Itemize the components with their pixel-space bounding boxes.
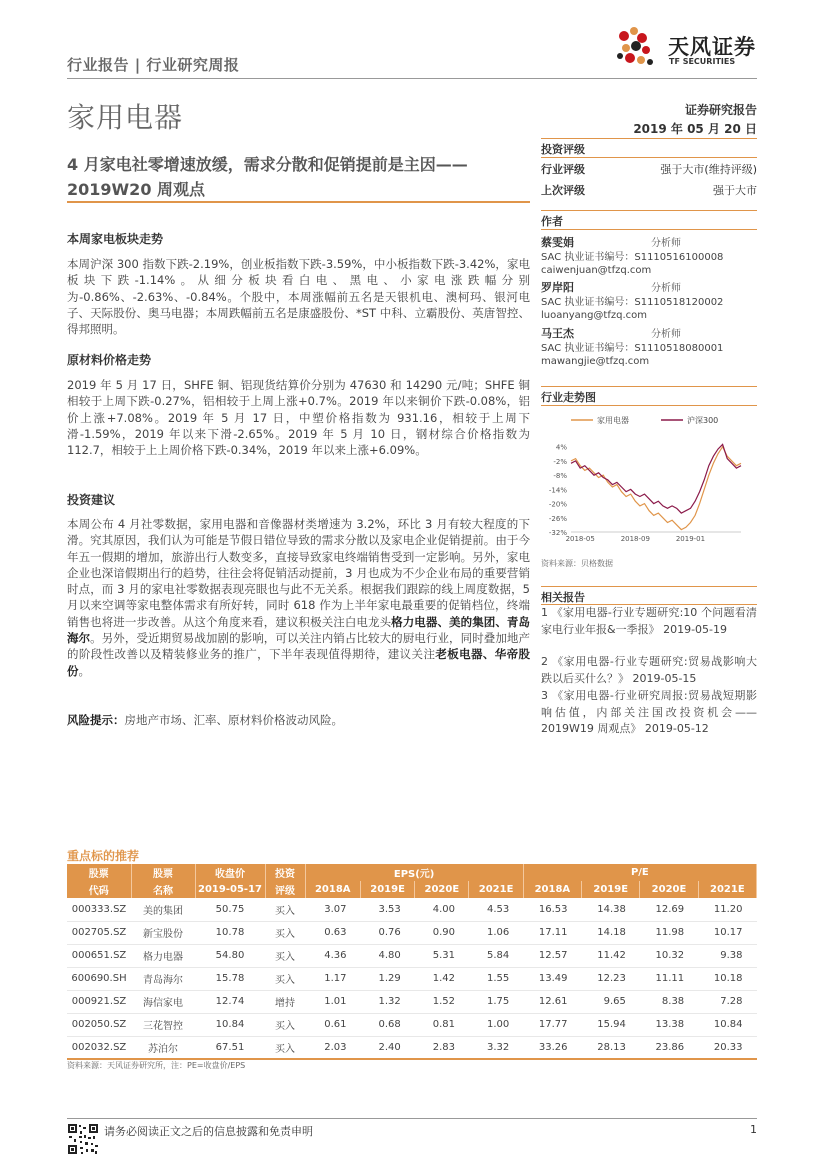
report-date: 2019 年 05 月 20 日 bbox=[633, 122, 757, 136]
sidebar-divider bbox=[541, 386, 757, 387]
table-header: 股票 bbox=[131, 864, 195, 881]
rating-value: 强于大市 bbox=[713, 184, 757, 197]
author-name: 蔡雯娟 bbox=[541, 236, 574, 249]
table-cell: 12.57 bbox=[523, 944, 581, 967]
table-cell: 12.23 bbox=[582, 967, 640, 990]
table-cell: 10.18 bbox=[698, 967, 756, 990]
author-role: 分析师 bbox=[651, 283, 681, 294]
table-cell: 买入 bbox=[265, 1036, 305, 1059]
stock-table-heading: 重点标的推荐 bbox=[67, 849, 140, 863]
table-cell: 11.11 bbox=[640, 967, 698, 990]
author-email[interactable]: mawangjie@tfzq.com bbox=[541, 356, 650, 367]
table-row bbox=[67, 990, 757, 1013]
author-name: 马王杰 bbox=[541, 327, 574, 340]
table-cell: 增持 bbox=[265, 990, 305, 1013]
rating-heading: 投资评级 bbox=[541, 143, 585, 156]
table-cell: 3.32 bbox=[469, 1036, 523, 1059]
table-cell: 2.03 bbox=[305, 1036, 360, 1059]
table-cell: 10.17 bbox=[698, 921, 756, 944]
x-tick-label: 2018-09 bbox=[620, 535, 650, 542]
table-cell: 1.00 bbox=[469, 1013, 523, 1036]
table-cell: 0.76 bbox=[360, 921, 414, 944]
sector-title: 家用电器 bbox=[67, 101, 184, 134]
page-number: 1 bbox=[750, 1123, 757, 1136]
table-cell: 1.01 bbox=[305, 990, 360, 1013]
invest-text-part3: 。 bbox=[78, 663, 90, 678]
table-cell: 14.18 bbox=[582, 921, 640, 944]
x-tick-label: 2018-05 bbox=[565, 535, 595, 542]
table-header: 名称 bbox=[131, 881, 195, 898]
footer-divider bbox=[67, 1118, 757, 1119]
table-cell: 33.26 bbox=[523, 1036, 581, 1059]
invest-picks-kitchen: 老板电器、华帝股份 bbox=[67, 647, 530, 678]
sidebar-divider bbox=[541, 138, 757, 139]
y-tick-label: -26% bbox=[548, 514, 567, 523]
sidebar-divider bbox=[541, 405, 757, 406]
table-cell: 14.38 bbox=[582, 898, 640, 921]
invest-text bbox=[67, 516, 530, 679]
report-label: 证券研究报告 bbox=[684, 103, 757, 117]
table-row bbox=[67, 944, 757, 967]
table-cell: 0.63 bbox=[305, 921, 360, 944]
y-tick-label: -14% bbox=[548, 486, 567, 495]
trend-chart bbox=[541, 410, 757, 542]
table-cell: 美的集团 bbox=[131, 898, 195, 921]
material-text: 2019 年 5 月 17 日，SHFE 铜、铝现货结算价分别为 47630 和 14290 元/吨；SHFE 铜相较于上周下跌-0.27%，铝相较于上周上涨+0.7%。2019 年以来铜价下跌-0.08%，铝价上涨+7.08%。2019 年 5 月 17 日，中塑价格指数为 931.16，相较于上周下滑-1.59%，2019 年以来下滑-2.65%。2019 年 5 月 10 日，钢材综合价格指数为 112.7，相较于上上周价格下跌-0.34%，2019 年以来上涨+6.09%。 bbox=[67, 378, 530, 458]
table-cell: 23.86 bbox=[640, 1036, 698, 1059]
table-cell: 000333.SZ bbox=[67, 898, 131, 921]
table-cell: 4.53 bbox=[469, 898, 523, 921]
board-text: 本周沪深 300 指数下跌-2.19%，创业板指数下跌-3.59%，中小板指数下跌-3.42%，家电板块下跌-1.14%。从细分板块看白电、黑电、小家电涨跌幅分别为-0.86%、-2.63%、-0.84%。个股中，本周涨幅前五名是天银机电、澳柯玛、银河电子、天际股份、奥马电器；本周跌幅前五名是康盛股份、*ST 中科、立霸股份、英唐智控、得邦照明。 bbox=[67, 257, 530, 337]
sidebar-divider bbox=[541, 586, 757, 587]
table-cell: 002705.SZ bbox=[67, 921, 131, 944]
table-cell: 600690.SH bbox=[67, 967, 131, 990]
qr-code-icon[interactable] bbox=[67, 1123, 99, 1155]
table-cell: 4.00 bbox=[415, 898, 469, 921]
y-axis-ticks bbox=[549, 444, 567, 537]
report-title: 4 月家电社零增速放缓，需求分散和促销提前是主因——2019W20 周观点 bbox=[67, 155, 468, 199]
related-report-2[interactable]: 2 《家用电器-行业专题研究:贸易战影响大跌以后买什么？》 2019-05-15 bbox=[541, 655, 757, 685]
table-cell: 1.42 bbox=[415, 967, 469, 990]
author-name: 罗岸阳 bbox=[541, 281, 574, 294]
table-header-row bbox=[67, 881, 757, 898]
related-report-3[interactable]: 3 《家用电器-行业研究周报:贸易战短期影响估值，内部关注国改投资机会——2019W19 周观点》 2019-05-12 bbox=[541, 689, 757, 735]
table-cell: 50.75 bbox=[195, 898, 265, 921]
footer-disclaimer[interactable]: 请务必阅读正文之后的信息披露和免责申明 bbox=[104, 1125, 313, 1138]
table-row bbox=[67, 898, 757, 921]
series-line-appliance bbox=[571, 447, 741, 530]
rating-row-previous bbox=[541, 182, 757, 198]
board-heading: 本周家电板块走势 bbox=[67, 232, 164, 246]
rating-label: 行业评级 bbox=[541, 163, 585, 176]
rating-value: 强于大市(维持评级) bbox=[660, 163, 757, 176]
table-header: P/E bbox=[523, 864, 756, 881]
x-tick-label: 2019-01 bbox=[675, 535, 706, 542]
sidebar-divider bbox=[541, 229, 757, 230]
table-header: 2021E bbox=[469, 881, 523, 898]
authors-heading: 作者 bbox=[541, 215, 563, 228]
y-tick-label: -32% bbox=[548, 529, 567, 537]
table-cell: 17.77 bbox=[523, 1013, 581, 1036]
table-cell: 海信家电 bbox=[131, 990, 195, 1013]
table-cell: 买入 bbox=[265, 921, 305, 944]
table-row bbox=[67, 1036, 757, 1059]
table-header: 收盘价 bbox=[195, 864, 265, 881]
table-cell: 002050.SZ bbox=[67, 1013, 131, 1036]
table-cell: 买入 bbox=[265, 967, 305, 990]
rating-label: 上次评级 bbox=[541, 184, 585, 197]
table-header: 2019E bbox=[360, 881, 414, 898]
risk-line bbox=[67, 712, 530, 728]
table-note: 资料来源：天风证券研究所，注：PE=收盘价/EPS bbox=[67, 1061, 246, 1070]
table-cell: 12.61 bbox=[523, 990, 581, 1013]
table-cell: 002032.SZ bbox=[67, 1036, 131, 1059]
invest-text-part1: 本周公布 4 月社零数据，家用电器和音像器材类增速为 3.2%，环比 3 月有较大程度的下滑。究其原因，我们认为可能是节假日错位导致的需求分散以及家电企业促销提前。由于今年五一假期的增加，旅游出行人数变多，直接导致家电终端销售受到一定影响。另外，家电企业也深谙假期出行的趋势，往往会将促销活动提前，3 月也成为不少企业布局的重要营销时点，而 3 月的家电社零数据表现亮眼也与此不无关系。根据我们跟踪的线上周度数据，5 月以来空调等家电整体需求有所好转，同时 618 作为上半年家电最重要的促销档位，终端销售也将进一步改善。从这个角度来看，建议积极关注白电龙头 bbox=[67, 517, 530, 629]
risk-label: 风险提示： bbox=[67, 713, 125, 727]
trend-heading: 行业走势图 bbox=[541, 391, 596, 404]
table-header: 2019E bbox=[582, 881, 640, 898]
table-cell: 3.53 bbox=[360, 898, 414, 921]
author-entry bbox=[541, 236, 757, 278]
table-cell: 1.75 bbox=[469, 990, 523, 1013]
table-cell: 1.29 bbox=[360, 967, 414, 990]
table-cell: 000651.SZ bbox=[67, 944, 131, 967]
table-cell: 2.83 bbox=[415, 1036, 469, 1059]
sidebar-divider bbox=[541, 157, 757, 158]
author-email[interactable]: luoanyang@tfzq.com bbox=[541, 310, 648, 321]
table-cell: 15.78 bbox=[195, 967, 265, 990]
table-cell: 12.74 bbox=[195, 990, 265, 1013]
table-cell: 苏泊尔 bbox=[131, 1036, 195, 1059]
table-cell: 买入 bbox=[265, 1013, 305, 1036]
table-cell: 3.07 bbox=[305, 898, 360, 921]
table-cell: 20.33 bbox=[698, 1036, 756, 1059]
table-cell: 1.17 bbox=[305, 967, 360, 990]
table-cell: 15.94 bbox=[582, 1013, 640, 1036]
table-cell: 0.68 bbox=[360, 1013, 414, 1036]
author-cert: SAC 执业证书编号：S1110518120002 bbox=[541, 296, 724, 308]
table-header: 评级 bbox=[265, 881, 305, 898]
table-cell: 4.36 bbox=[305, 944, 360, 967]
table-header: 2018A bbox=[523, 881, 581, 898]
x-axis-ticks bbox=[566, 535, 706, 542]
table-header: EPS(元) bbox=[305, 864, 523, 881]
table-cell: 4.80 bbox=[360, 944, 414, 967]
author-cert: SAC 执业证书编号：S1110516100008 bbox=[541, 251, 724, 263]
legend-label-csi300: 沪深300 bbox=[687, 416, 719, 425]
table-cell: 13.49 bbox=[523, 967, 581, 990]
risk-text: 房地产市场、汇率、原材料价格波动风险。 bbox=[124, 713, 343, 727]
table-cell: 1.52 bbox=[415, 990, 469, 1013]
table-cell: 1.55 bbox=[469, 967, 523, 990]
table-cell: 9.38 bbox=[698, 944, 756, 967]
company-name-en: TF SECURITIES bbox=[669, 57, 736, 66]
table-cell: 0.81 bbox=[415, 1013, 469, 1036]
author-email[interactable]: caiwenjuan@tfzq.com bbox=[541, 265, 652, 276]
table-header: 股票 bbox=[67, 864, 131, 881]
y-tick-label: -2% bbox=[553, 457, 567, 466]
table-cell: 买入 bbox=[265, 898, 305, 921]
author-entry bbox=[541, 327, 757, 369]
table-cell: 28.13 bbox=[582, 1036, 640, 1059]
table-cell: 10.78 bbox=[195, 921, 265, 944]
related-heading: 相关报告 bbox=[541, 591, 585, 604]
report-type: 行业报告 | 行业研究周报 bbox=[67, 56, 240, 74]
table-cell: 1.32 bbox=[360, 990, 414, 1013]
table-cell: 2.40 bbox=[360, 1036, 414, 1059]
table-cell: 67.51 bbox=[195, 1036, 265, 1059]
invest-picks-white-goods: 格力电器、美的集团、青岛海尔 bbox=[67, 614, 531, 646]
table-cell: 格力电器 bbox=[131, 944, 195, 967]
author-role: 分析师 bbox=[651, 238, 681, 249]
material-heading: 原材料价格走势 bbox=[67, 353, 152, 367]
series-line-csi300 bbox=[571, 444, 741, 513]
table-header: 代码 bbox=[67, 881, 131, 898]
table-header: 2020E bbox=[640, 881, 698, 898]
author-entry bbox=[541, 281, 757, 323]
title-divider bbox=[67, 201, 530, 203]
table-cell: 1.06 bbox=[469, 921, 523, 944]
stock-table bbox=[67, 864, 757, 1060]
table-header: 2019-05-17 bbox=[195, 881, 265, 898]
y-tick-label: -8% bbox=[553, 472, 567, 481]
table-cell: 11.98 bbox=[640, 921, 698, 944]
table-cell: 5.84 bbox=[469, 944, 523, 967]
table-row bbox=[67, 1013, 757, 1036]
author-role: 分析师 bbox=[651, 329, 681, 340]
company-name-cn: 天风证券 bbox=[668, 35, 756, 59]
table-cell: 17.11 bbox=[523, 921, 581, 944]
table-cell: 新宝股份 bbox=[131, 921, 195, 944]
table-header-row bbox=[67, 864, 757, 881]
table-cell: 10.32 bbox=[640, 944, 698, 967]
table-cell: 5.31 bbox=[415, 944, 469, 967]
table-cell: 000921.SZ bbox=[67, 990, 131, 1013]
table-cell: 7.28 bbox=[698, 990, 756, 1013]
table-header: 2021E bbox=[698, 881, 756, 898]
y-tick-label: -20% bbox=[548, 500, 567, 509]
table-cell: 10.84 bbox=[195, 1013, 265, 1036]
table-cell: 16.53 bbox=[523, 898, 581, 921]
author-cert: SAC 执业证书编号：S1110518080001 bbox=[541, 342, 724, 354]
table-header: 2020E bbox=[415, 881, 469, 898]
table-cell: 0.61 bbox=[305, 1013, 360, 1036]
sidebar-divider bbox=[541, 210, 757, 211]
related-report-1[interactable]: 1 《家用电器-行业专题研究:10 个问题看清家电行业年报&一季报》 2019-05-19 bbox=[541, 606, 757, 636]
table-cell: 10.84 bbox=[698, 1013, 756, 1036]
table-cell: 13.38 bbox=[640, 1013, 698, 1036]
rating-row-industry bbox=[541, 161, 757, 177]
table-header: 投资 bbox=[265, 864, 305, 881]
chart-source: 资料来源：贝格数据 bbox=[541, 559, 613, 568]
rating-block bbox=[541, 161, 757, 198]
table-row bbox=[67, 967, 757, 990]
table-cell: 8.38 bbox=[640, 990, 698, 1013]
invest-text-part2: 。另外，受近期贸易战加剧的影响，可以关注内销占比较大的厨电行业，同时叠加地产的阶段性改善以及精装修业务的推广，下半年表现值得期待，建议关注 bbox=[67, 631, 530, 662]
legend-label-appliance: 家用电器 bbox=[597, 416, 629, 425]
table-cell: 9.65 bbox=[582, 990, 640, 1013]
table-cell: 11.42 bbox=[582, 944, 640, 967]
table-cell: 54.80 bbox=[195, 944, 265, 967]
y-tick-label: 4% bbox=[555, 443, 567, 452]
table-cell: 0.90 bbox=[415, 921, 469, 944]
invest-heading: 投资建议 bbox=[67, 493, 116, 507]
table-header: 2018A bbox=[305, 881, 360, 898]
table-row bbox=[67, 921, 757, 944]
table-cell: 12.69 bbox=[640, 898, 698, 921]
table-cell: 三花智控 bbox=[131, 1013, 195, 1036]
table-cell: 青岛海尔 bbox=[131, 967, 195, 990]
header-divider bbox=[67, 78, 757, 79]
table-cell: 买入 bbox=[265, 944, 305, 967]
table-cell: 11.20 bbox=[698, 898, 756, 921]
